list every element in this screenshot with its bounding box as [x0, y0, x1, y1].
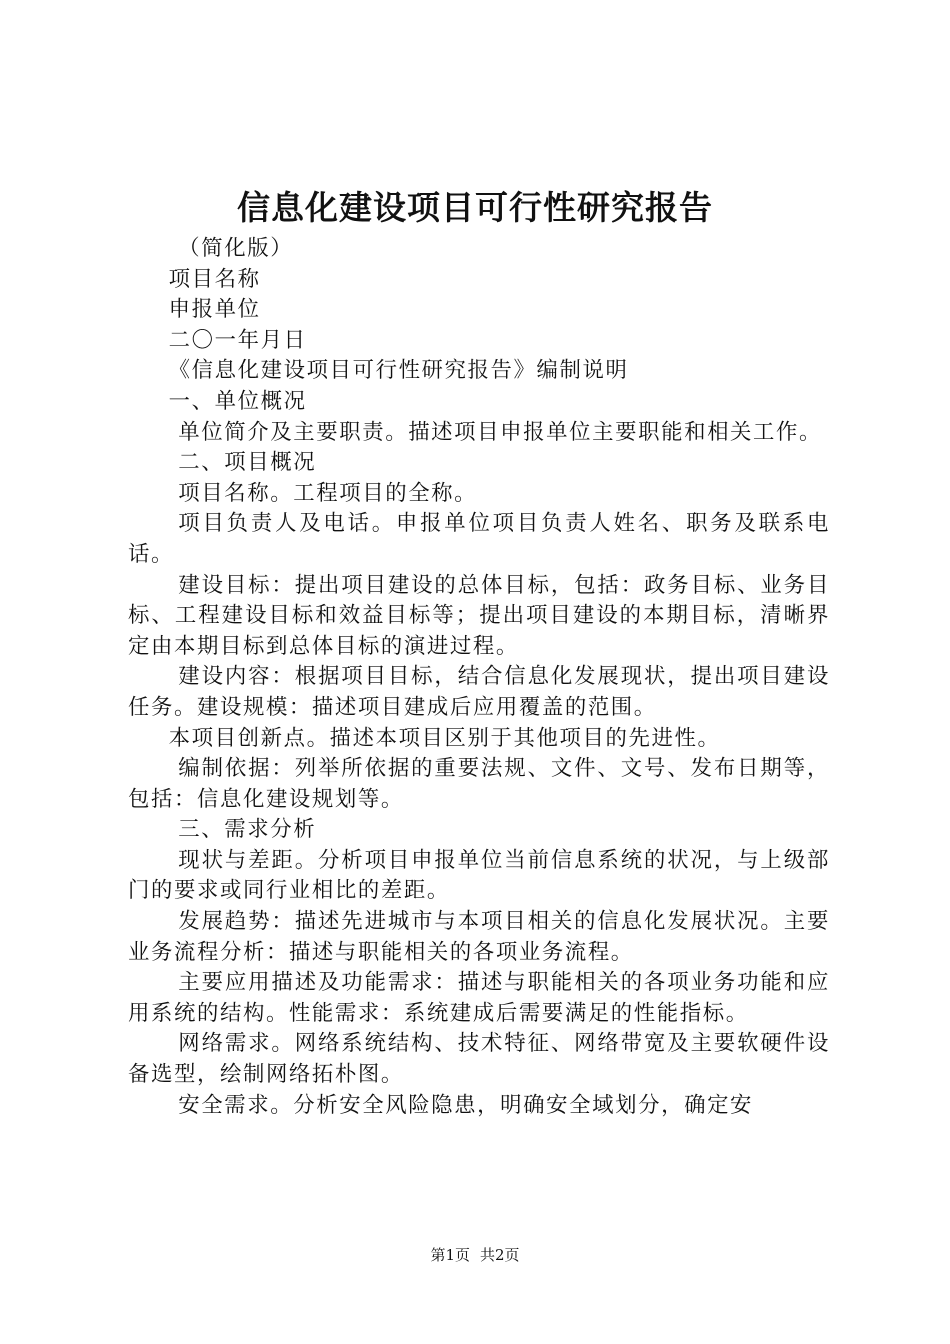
page-number: 第1页: [430, 1246, 470, 1264]
paragraph: 单位简介及主要职责。描述项目申报单位主要职能和相关工作。: [178, 419, 823, 445]
paragraph: 项目名称。工程项目的全称。: [178, 480, 478, 506]
page-total: 共2页: [480, 1246, 520, 1264]
paragraph: 安全需求。分析安全风险隐患，明确安全域划分，确定安: [178, 1092, 754, 1118]
paragraph: 项目负责人及电话。申报单位项目负责人姓名、职务及联系电话。: [128, 511, 830, 567]
section-heading-3: 三、需求分析: [178, 817, 317, 843]
page-footer: [0, 1244, 950, 1266]
paragraph-project-name: 项目名称: [168, 266, 261, 292]
paragraph-date: 二〇一年月日: [168, 327, 307, 353]
paragraph-applicant: 申报单位: [168, 297, 261, 323]
section-heading-2: 二、项目概况: [178, 450, 317, 476]
paragraph: 主要应用描述及功能需求：描述与职能相关的各项业务功能和应用系统的结构。性能需求：系统建成后需要满足的性能指标。: [128, 970, 830, 1026]
paragraph: 编制依据：列举所依据的重要法规、文件、文号、发布日期等，包括：信息化建设规划等。: [128, 756, 830, 812]
section-heading-1: 一、单位概况: [168, 388, 307, 414]
paragraph: 建设目标：提出项目建设的总体目标，包括：政务目标、业务目标、工程建设目标和效益目标等；提出项目建设的本期目标，清晰界定由本期目标到总体目标的演进过程。: [128, 572, 830, 659]
paragraph: 建设内容：根据项目目标，结合信息化发展现状，提出项目建设任务。建设规模：描述项目建成后应用覆盖的范围。: [128, 664, 830, 720]
paragraph: 本项目创新点。描述本项目区别于其他项目的先进性。: [168, 725, 721, 751]
paragraph: 现状与差距。分析项目申报单位当前信息系统的状况，与上级部门的要求或同行业相比的差距。: [128, 847, 830, 904]
paragraph-subtitle: （简化版）: [178, 236, 294, 261]
document-body: [128, 234, 830, 1121]
paragraph: 网络需求。网络系统结构、技术特征、网络带宽及主要软硬件设备选型，绘制网络拓朴图。: [128, 1031, 830, 1088]
paragraph: 发展趋势：描述先进城市与本项目相关的信息化发展状况。主要业务流程分析：描述与职能相关的各项业务流程。: [128, 909, 830, 965]
paragraph-compile-note: 《信息化建设项目可行性研究报告》编制说明: [168, 358, 629, 384]
page-title: 信息化建设项目可行性研究报告: [237, 188, 713, 227]
